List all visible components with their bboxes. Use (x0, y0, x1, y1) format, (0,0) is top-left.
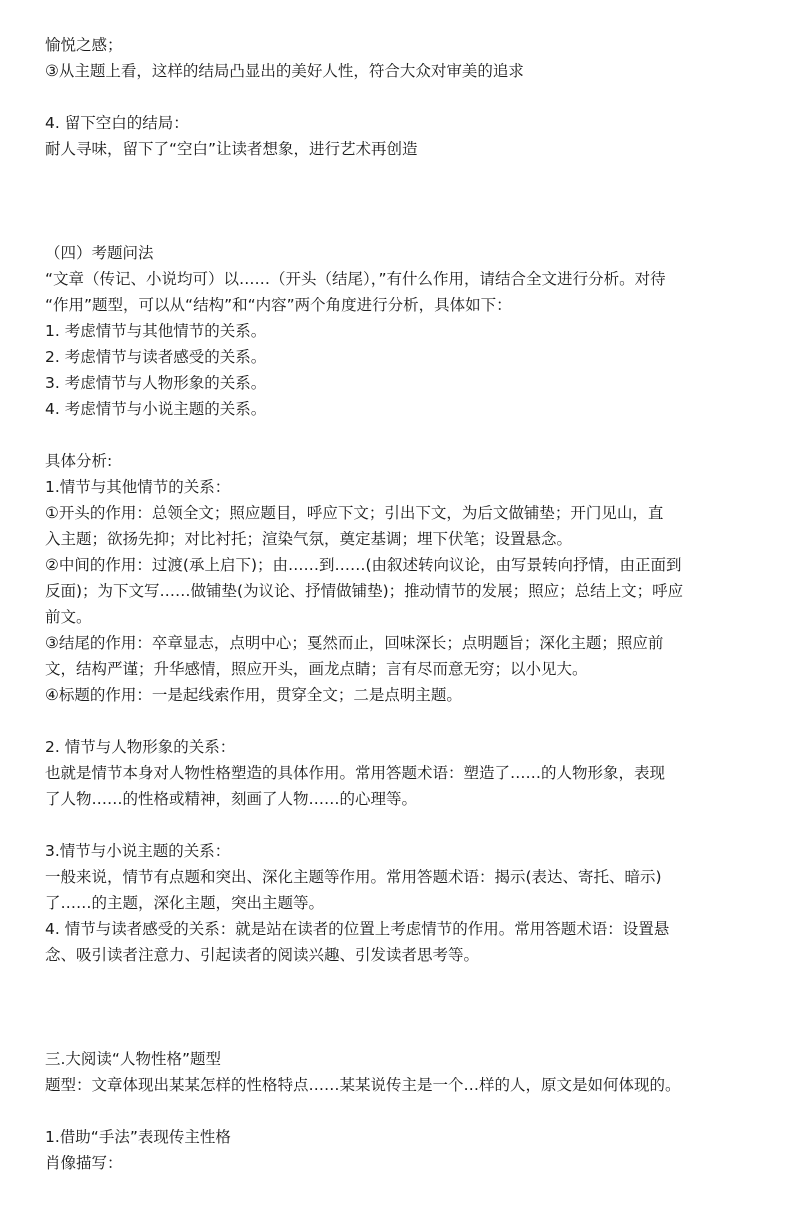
text-line: 题型：文章体现出某某怎样的性格特点……某某说传主是一个…样的人，原文是如何体现的。 (45, 1076, 681, 1094)
section-heading: 三.大阅读“人物性格”题型 (45, 1050, 221, 1068)
text-line: 了……的主题，深化主题，突出主题等。 (45, 894, 325, 912)
text-line: 反面)；为下文写……做铺垫(为议论、抒情做铺垫)；推动情节的发展；照应；总结上文；呼应 (45, 582, 684, 600)
text-line: ②中间的作用：过渡(承上启下)；由……到……(由叙述转向议论，由写景转向抒情，由正面到 (45, 556, 682, 574)
text-line: 了人物……的性格或精神，刻画了人物……的心理等。 (45, 790, 418, 808)
subheading: 2. 情节与人物形象的关系： (45, 738, 236, 756)
list-item: 1. 考虑情节与其他情节的关系。 (45, 322, 267, 340)
list-item: 4. 考虑情节与小说主题的关系。 (45, 400, 267, 418)
text-line: 念、吸引读者注意力、引起读者的阅读兴趣、引发读者思考等。 (45, 946, 480, 964)
text-line: 愉悦之感； (45, 36, 123, 54)
subheading: 3.情节与小说主题的关系： (45, 842, 231, 860)
subheading: 1.借助“手法”表现传主性格 (45, 1128, 231, 1146)
text-line: “作用”题型，可以从“结构”和“内容”两个角度进行分析，具体如下： (45, 296, 512, 314)
text-line: 4. 留下空白的结局： (45, 114, 189, 132)
text-line: 一般来说，情节有点题和突出、深化主题等作用。常用答题术语：揭示(表达、寄托、暗示) (45, 868, 662, 886)
list-item: 3. 考虑情节与人物形象的关系。 (45, 374, 267, 392)
text-line: 4. 情节与读者感受的关系：就是站在读者的位置上考虑情节的作用。常用答题术语：设置悬 (45, 920, 670, 938)
text-line: ③结尾的作用：卒章显志，点明中心；戛然而止，回味深长；点明题旨；深化主题；照应前 (45, 634, 664, 652)
text-line: 也就是情节本身对人物性格塑造的具体作用。常用答题术语：塑造了……的人物形象，表现 (45, 764, 666, 782)
text-line: 文，结构严谨；升华感情，照应开头，画龙点睛；言有尽而意无穷；以小见大。 (45, 660, 588, 678)
text-line: ③从主题上看，这样的结局凸显出的美好人性，符合大众对审美的追求 (45, 62, 524, 80)
text-line: 肖像描写： (45, 1154, 123, 1172)
text-line: 耐人寻味，留下了“空白”让读者想象，进行艺术再创造 (45, 140, 418, 158)
text-line: “文章（传记、小说均可）以……（开头（结尾），”有什么作用，请结合全文进行分析。对待 (45, 270, 666, 288)
text-line: 前文。 (45, 608, 92, 626)
section-heading: （四）考题问法 (45, 244, 154, 262)
text-line: ①开头的作用：总领全文；照应题目，呼应下文；引出下文，为后文做铺垫；开门见山，直 (45, 504, 664, 522)
subheading: 1.情节与其他情节的关系： (45, 478, 231, 496)
text-line: ④标题的作用：一是起线索作用，贯穿全文；二是点明主题。 (45, 686, 462, 704)
text-line: 具体分析: (45, 452, 113, 470)
text-line: 入主题；欲扬先抑；对比衬托；渲染气氛，奠定基调；埋下伏笔；设置悬念。 (45, 530, 573, 548)
list-item: 2. 考虑情节与读者感受的关系。 (45, 348, 267, 366)
